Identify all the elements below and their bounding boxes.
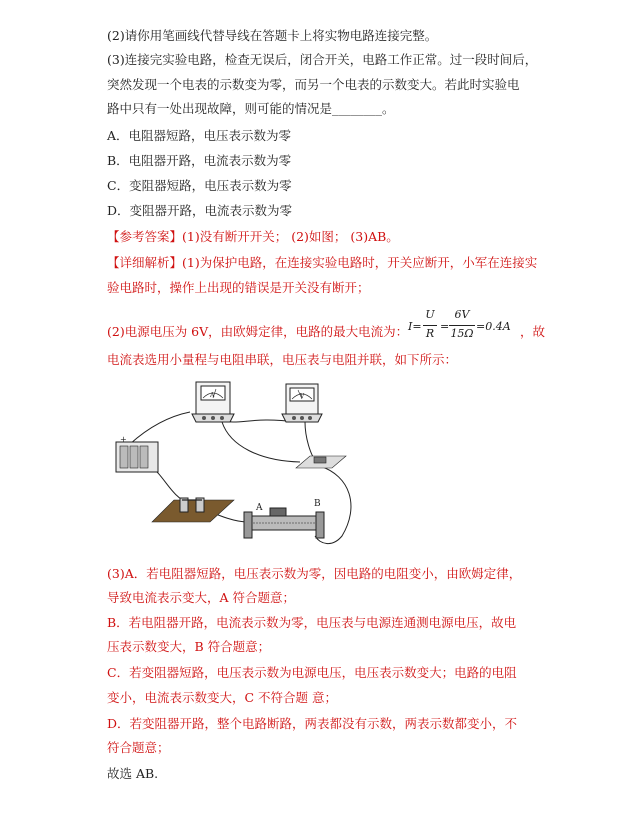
question-3-line-2: 突然发现一个电表的示数变为零，而另一个电表的示数变大。若此时实验电 (107, 77, 520, 92)
detail-3-line-6: 变小，电流表示数变大，C 不符合题 意； (107, 690, 338, 705)
detail-3-line-5: C．若变阻器短路，电压表示数为电源电压，电压表示数变大；电路的电阻 (107, 665, 517, 680)
formula-result: =0.4A (476, 320, 511, 333)
rheostat (244, 499, 324, 538)
detail-analysis-text: (1)为保护电路，在连接实验电路时，开关应断开，小军在连接实 (182, 255, 538, 270)
battery-plus: + (120, 435, 127, 444)
detail-3-line-8: 符合题意； (107, 740, 170, 755)
battery (116, 435, 158, 472)
formula-den1: R (425, 327, 435, 340)
ohm-formula (408, 308, 520, 348)
detail-2-line-1b: ，故 (520, 324, 546, 339)
reference-answer-label: 【参考答案】 (107, 229, 183, 244)
reference-answer-text: (1)没有断开开关； (2)如图； (3)AB。 (182, 229, 399, 244)
option-c: C．变阻器短路，电压表示数为零 (107, 178, 292, 193)
detail-3-line-7: D．若变阻器开路，整个电路断路，两表都没有示数，两表示数都变小，不 (107, 716, 518, 731)
detail-3-line-3: B．若电阻器开路，电流表示数为零，电压表与电源连通测电源电压，故电 (107, 615, 517, 630)
formula-eq: = (440, 320, 450, 333)
formula-num1: U (425, 308, 435, 321)
formula-den2: 15Ω (450, 327, 474, 340)
ammeter (192, 382, 234, 422)
reference-answer (107, 229, 399, 245)
option-d: D．变阻器开路，电流表示数为零 (107, 203, 293, 218)
final-answer: 故选 AB. (107, 766, 159, 781)
terminal-b: B (314, 499, 321, 509)
wire (222, 422, 300, 462)
resistor (296, 456, 346, 468)
detail-analysis-line-1 (107, 255, 537, 271)
question-2: (2)请你用笔画线代替导线在答题卡上将实物电路连接完整。 (107, 28, 438, 43)
wire (130, 412, 190, 444)
detail-2-line-2: 电流表选用小量程与电阻串联，电压表与电阻并联，如下所示： (107, 352, 458, 367)
formula-bar2 (449, 325, 475, 326)
voltmeter-label: V (300, 393, 305, 400)
option-a: A．电阻器短路，电压表示数为零 (107, 128, 292, 143)
detail-3-line-4: 压表示数变大，B 符合题意； (107, 639, 271, 654)
detail-analysis-line-2: 验电路时，操作上出现的错误是开关没有断开； (107, 280, 370, 295)
formula-lhs: I= (408, 320, 422, 333)
detail-2-line-1a: (2)电源电压为 6V，由欧姆定律，电路的最大电流为： (107, 324, 409, 339)
detail-analysis-label: 【详细解析】 (107, 255, 183, 270)
formula-bar1 (423, 325, 437, 326)
detail-3-line-1: (3)A．若电阻器短路，电压表示数为零，因电路的电阻变小，由欧姆定律， (107, 566, 522, 581)
formula-num2: 6V (454, 308, 470, 321)
detail-3-line-2: 导致电流表示变大，A 符合题意； (107, 590, 296, 605)
ammeter-label: A (210, 392, 215, 399)
voltmeter (282, 384, 322, 422)
question-3-line-1: (3)连接完实验电路，检查无误后，闭合开关，电路工作正常。过一段时间后， (107, 52, 538, 67)
circuit-diagram (110, 376, 360, 552)
terminal-a: A (256, 503, 263, 513)
option-b: B．电阻器开路，电流表示数为零 (107, 153, 292, 168)
switch (152, 498, 234, 522)
question-3-line-3: 路中只有一处出现故障，则可能的情况是________。 (107, 101, 395, 116)
